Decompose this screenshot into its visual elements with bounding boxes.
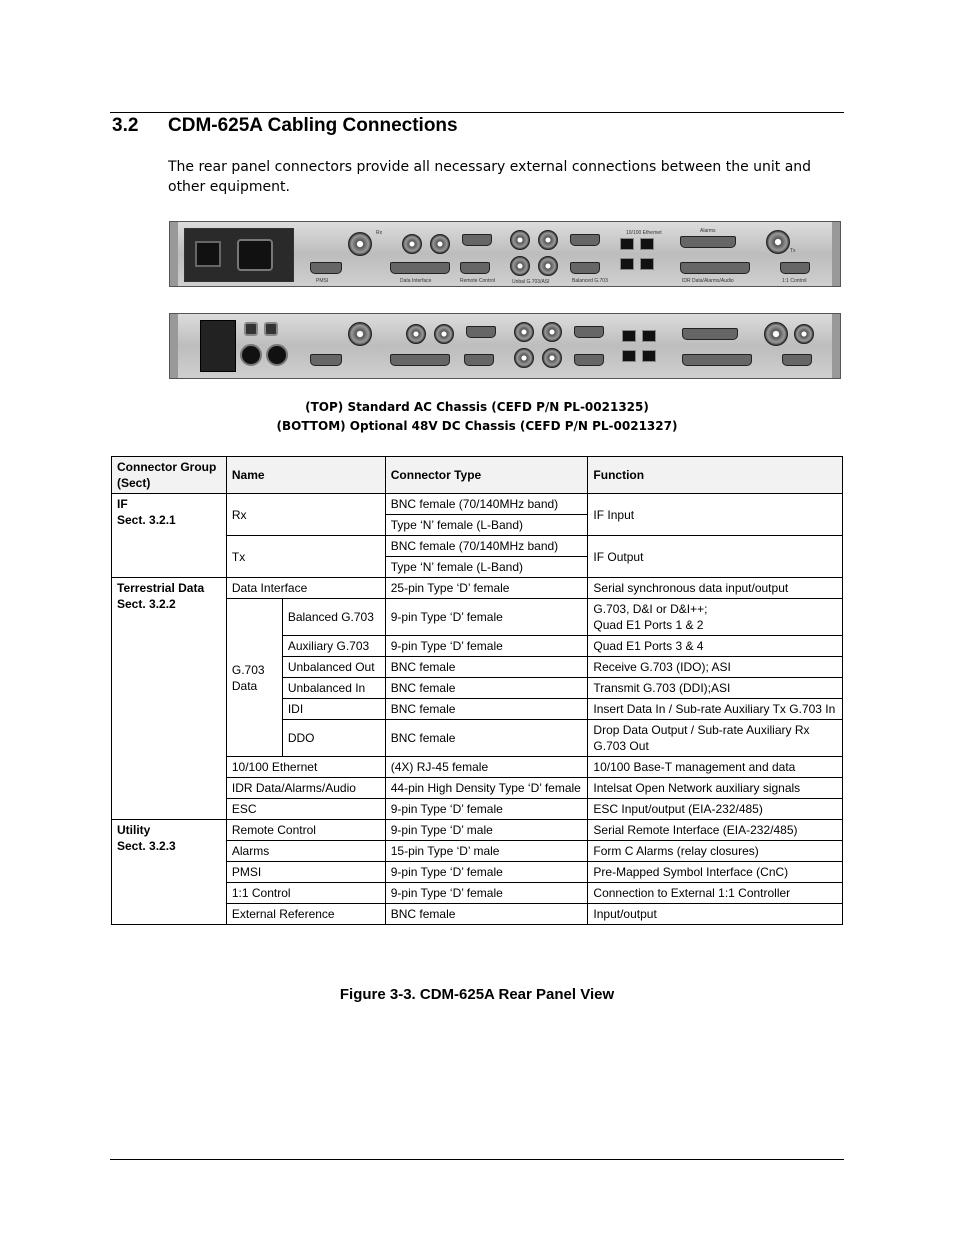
header-function: Function [588, 457, 843, 494]
ext-ref-out-connector [430, 234, 450, 254]
cell-name: Remote Control [226, 820, 385, 841]
cell-function: Serial synchronous data input/output [588, 578, 843, 599]
cell-type: 15-pin Type ‘D’ male [385, 841, 588, 862]
cell-name: External Reference [226, 904, 385, 925]
ethernet-port-2-dc [642, 330, 656, 342]
pmsi-connector [310, 262, 342, 274]
cell-name: Auxiliary G.703 [282, 636, 385, 657]
cell-function: Transmit G.703 (DDI);ASI [588, 678, 843, 699]
rx-type-n: Type ‘N’ female (L-Band) [385, 515, 588, 536]
unbal-label: Unbal G.703/ASI [512, 279, 550, 285]
cell-name: Unbalanced Out [282, 657, 385, 678]
tx-name: Tx [226, 536, 385, 578]
header-group: Connector Group (Sect) [112, 457, 227, 494]
table-row [112, 494, 843, 515]
rx-connector-dc [348, 322, 372, 346]
cell-name: 10/100 Ethernet [226, 757, 385, 778]
cell-name: ESC [226, 799, 385, 820]
cell-type: BNC female [385, 720, 588, 757]
pmsi-connector-dc [310, 354, 342, 366]
esc-connector [462, 234, 492, 246]
cell-name: 1:1 Control [226, 883, 385, 904]
table-row [112, 578, 843, 599]
alarms-connector [680, 236, 736, 248]
group-name: Terrestrial Data [117, 581, 205, 595]
cell-name: Unbalanced In [282, 678, 385, 699]
function-line: G.703, D&I or D&I++; [593, 602, 708, 616]
group-utility [112, 820, 227, 925]
cell-name: Data Interface [226, 578, 385, 599]
idi-connector [510, 230, 530, 250]
balanced-label: Balanced G.703 [572, 278, 608, 284]
ethernet-port-3-dc [622, 350, 636, 362]
cell-function: ESC Input/output (EIA-232/485) [588, 799, 843, 820]
group-if [112, 494, 227, 578]
unbal-in-connector-dc [514, 348, 534, 368]
esc-connector-dc [466, 326, 496, 338]
cell-name: IDR Data/Alarms/Audio [226, 778, 385, 799]
ext-ref-connector [402, 234, 422, 254]
ethernet-port-1-dc [622, 330, 636, 342]
data-interface-label: Data Interface [400, 278, 432, 284]
cell-type: 9-pin Type ‘D’ male [385, 820, 588, 841]
cell-type: BNC female [385, 678, 588, 699]
ext-ref-out-connector-dc [434, 324, 454, 344]
section-heading [112, 115, 458, 137]
group-sect: Sect. 3.2.3 [117, 839, 176, 853]
alarms-label: Alarms [700, 228, 716, 234]
cell-type: (4X) RJ-45 female [385, 757, 588, 778]
cell-type: 9-pin Type ‘D’ female [385, 883, 588, 904]
header-type: Connector Type [385, 457, 588, 494]
remote-control-label: Remote Control [460, 278, 496, 284]
cell-function: Input/output [588, 904, 843, 925]
cell-function: Quad E1 Ports 3 & 4 [588, 636, 843, 657]
group-sect: Sect. 3.2.1 [117, 513, 176, 527]
header-rule [110, 112, 844, 113]
cell-name: PMSI [226, 862, 385, 883]
cell-function: Intelsat Open Network auxiliary signals [588, 778, 843, 799]
rx-name: Rx [226, 494, 385, 536]
cell-name: Balanced G.703 [282, 599, 385, 636]
fuse-2 [266, 344, 288, 366]
idr-connector-dc [682, 354, 752, 366]
cell-function: Drop Data Output / Sub-rate Auxiliary Rx G.703 Out [588, 720, 843, 757]
unbal-out-connector-dc [542, 348, 562, 368]
data-interface-connector-dc [390, 354, 450, 366]
ddo-connector [538, 230, 558, 250]
cell-function: Receive G.703 (IDO); ASI [588, 657, 843, 678]
dc-switch-block [200, 320, 236, 372]
control-label: 1:1 Control [782, 278, 807, 284]
g703-data-label: G.703 Data [226, 599, 282, 757]
dc-chassis-rear-panel-image [169, 313, 841, 379]
cell-type: 44-pin High Density Type ‘D’ female [385, 778, 588, 799]
rx-label: Rx [376, 230, 383, 236]
ac-chassis-rear-panel-image [169, 221, 841, 287]
cell-type: BNC female [385, 657, 588, 678]
cell-type: BNC female [385, 904, 588, 925]
cell-type: 25-pin Type ‘D’ female [385, 578, 588, 599]
group-name: IF [117, 497, 128, 511]
ethernet-port-2 [640, 238, 654, 250]
image-caption-bottom: (BOTTOM) Optional 48V DC Chassis (CEFD P/N PL-0021327) [276, 419, 678, 433]
balanced-g703-connector [570, 262, 600, 274]
dc-terminal-1 [244, 322, 258, 336]
tx-connector [766, 230, 790, 254]
figure-caption: Figure 3-3. CDM-625A Rear Panel View [339, 986, 615, 1003]
aux-g703-connector [570, 234, 600, 246]
rx-type-bnc: BNC female (70/140MHz band) [385, 494, 588, 515]
control-connector-dc [782, 354, 812, 366]
tx-lband-connector-dc [794, 324, 814, 344]
ddo-connector-dc [542, 322, 562, 342]
dc-terminal-2 [264, 322, 278, 336]
aux-g703-connector-dc [574, 326, 604, 338]
tx-function: IF Output [588, 536, 843, 578]
ethernet-label: 10/100 Ethernet [626, 230, 662, 236]
table-row [112, 820, 843, 841]
ext-ref-connector-dc [406, 324, 426, 344]
data-interface-connector [390, 262, 450, 274]
fuse-1 [240, 344, 262, 366]
cell-function: Form C Alarms (relay closures) [588, 841, 843, 862]
idr-label: IDR Data/Alarms/Audio [682, 278, 734, 284]
connector-table [111, 456, 843, 925]
cell-name: IDI [282, 699, 385, 720]
cell-type: 9-pin Type ‘D’ female [385, 799, 588, 820]
table-header-row [112, 457, 843, 494]
cell-function: Pre-Mapped Symbol Interface (CnC) [588, 862, 843, 883]
unbal-out-connector [538, 256, 558, 276]
cell-function: Serial Remote Interface (EIA-232/485) [588, 820, 843, 841]
group-name: Utility [117, 823, 151, 837]
unbal-in-connector [510, 256, 530, 276]
cell-name: Alarms [226, 841, 385, 862]
idi-connector-dc [514, 322, 534, 342]
group-terrestrial [112, 578, 227, 820]
intro-paragraph: The rear panel connectors provide all necessary external connections between the unit and other equipment. [168, 159, 812, 195]
tx-connector-dc [764, 322, 788, 346]
idr-connector [680, 262, 750, 274]
cell-type: 9-pin Type ‘D’ female [385, 636, 588, 657]
ethernet-port-4-dc [642, 350, 656, 362]
image-caption-top: (TOP) Standard AC Chassis (CEFD P/N PL-0021325) [305, 400, 649, 414]
cell-name: DDO [282, 720, 385, 757]
footer-rule [110, 1159, 844, 1160]
cell-function: Connection to External 1:1 Controller [588, 883, 843, 904]
function-line: Quad E1 Ports 1 & 2 [593, 618, 704, 632]
cell-type: 9-pin Type ‘D’ female [385, 862, 588, 883]
rx-function: IF Input [588, 494, 843, 536]
tx-type-n: Type ‘N’ female (L-Band) [385, 557, 588, 578]
cell-function: 10/100 Base-T management and data [588, 757, 843, 778]
header-name: Name [226, 457, 385, 494]
balanced-g703-connector-dc [574, 354, 604, 366]
ac-power-module [184, 228, 294, 282]
control-connector [780, 262, 810, 274]
tx-label: Tx [790, 248, 796, 254]
cell-type: 9-pin Type ‘D’ female [385, 599, 588, 636]
alarms-connector-dc [682, 328, 738, 340]
ethernet-port-1 [620, 238, 634, 250]
ethernet-port-4 [640, 258, 654, 270]
remote-control-connector [460, 262, 490, 274]
cell-function: Insert Data In / Sub-rate Auxiliary Tx G.703 In [588, 699, 843, 720]
section-number: 3.2 [112, 115, 139, 136]
ethernet-port-3 [620, 258, 634, 270]
cell-function [588, 599, 843, 636]
remote-control-connector-dc [464, 354, 494, 366]
section-title: CDM-625A Cabling Connections [168, 115, 458, 136]
rx-connector [348, 232, 372, 256]
tx-type-bnc: BNC female (70/140MHz band) [385, 536, 588, 557]
pmsi-label: PMSI [316, 278, 329, 284]
group-sect: Sect. 3.2.2 [117, 597, 176, 611]
cell-type: BNC female [385, 699, 588, 720]
